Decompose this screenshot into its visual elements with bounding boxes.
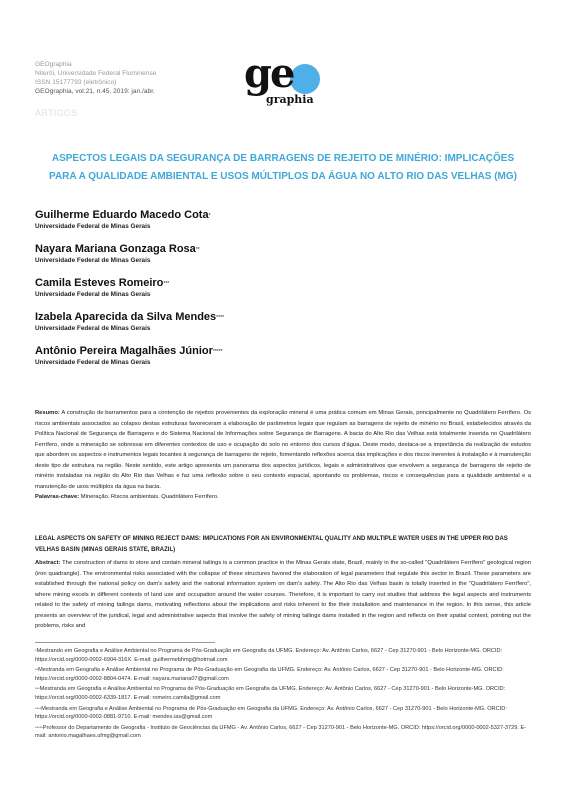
author-entry: [35, 344, 525, 367]
author-entry: [35, 276, 525, 299]
author-affiliation: Universidade Federal de Minas Gerais: [35, 223, 151, 230]
footnote-text: Professor do Departamento de Geografia - Instituto de Geociências da UFMG - Av. Antônio Carlos, 6627 - Cep 31270-901 - Belo Horizonte-MG. ORCID: https://orcid.org/0000-0002-5327-3729. E-mail: antonio.magalhaes.ufmg@gmail.com: [35, 724, 527, 740]
footnote-mark: ****: [35, 705, 42, 711]
journal-issue: GEOgraphia, vol:21, n.45, 2019: jan./abr.: [35, 88, 155, 95]
author-footnote-mark[interactable]: ****: [216, 315, 224, 321]
footnote-item: [35, 685, 531, 702]
author-entry: [35, 310, 525, 333]
resumo-paragraph: [35, 408, 531, 492]
logo-graphia-text: graphia: [266, 93, 314, 106]
author-affiliation: Universidade Federal de Minas Gerais: [35, 325, 151, 332]
author-footnote-mark[interactable]: ***: [163, 281, 170, 287]
author-list: [35, 208, 525, 378]
footnote-text: Mestrando em Geografia e Análise Ambiental no Programa de Pós-Graduação em Geografia da UFMG. Endereço: Av. Antônio Carlos, 6627 - Cep 31270-901 - Belo Horizonte-MG. ORCID: https://orcid.org/0000-0002-6904-316X. E-mail: guilhermebhmg@hotmail.com: [35, 648, 503, 663]
footnote-item: [35, 666, 531, 683]
footnote-mark: **: [35, 667, 39, 673]
abstract-text: The construction of dams to store and contain mineral tailings is a common practice in the Minas Gerais state, Brazil, mainly in the so-called "Quadrilátero Ferrífero" geological region (iron quadrangle). The environmental risks associated with the collapse of these structures favored the elaboration of legal parameters that regulate this sector in Brazil. These parameters are established through the national policy on dam's safety and the national information system on dam's safety. The Alto Rio das Velhas basin is totally inserted in the "Quadrilátero Ferrífero", where mining excels in different contexts of land use and occupation around the water courses. Therefore, it is important to carry out studies that address the legal aspects and instruments related to the safety of mining tailings dams, motivating reflections about the implications and risks inherent to the their installation and maintenance in the region. In this sense, this article presents an overview of the juridical, legal and administrative aspects that involve the safety of mining tailings dams installed in the region and reflects on their spatial context, pointing out the problems, risks and: [35, 560, 531, 629]
footnote-mark: ***: [35, 686, 40, 692]
english-abstract-block: [35, 534, 531, 632]
resumo-block: [35, 408, 531, 503]
resumo-label: Resumo:: [35, 410, 60, 416]
author-name: Camila Esteves Romeiro: [35, 277, 164, 289]
resumo-text: A construção de barramentos para a contenção de rejeitos provenientes da exploração mineral é uma prática comum em Minas Gerais, principalmente no Quadrilátero Ferrífero. Os riscos ambientais associados ao colapso destas estruturas favoreceram a elaboração de parâmetros legais que regulam as barragens de rejeito de minério no Brasil, estabelecidos através da Política Nacional de Segurança de Barragens e do Sistema Nacional de Informações sobre Segurança de Barragens. A bacia do Alto Rio das Velhas está totalmente inserida no Quadrilátero Ferrífero, onde a mineração se sobressai em diferentes contextos de uso e ocupação do solo no entorno dos cursos d'água. Deste modo, destaca-se a importância da realização de estudos que abordem os aspectos e instrumentos legais tocantes à segurança de barragens de rejeito, fomentando reflexões acerca das implicações e dos riscos inerentes à instalação e à manutenção deste tipo de estrutura na região. Neste sentido, este artigo apresenta um panorama dos aspectos jurídicos, legais e administrativos que envolvem a segurança de barragens de rejeito de minério instaladas na região do Alto Rio das Velhas e faz uma reflexão sobre o seu contexto espacial, apontando os problemas, riscos e consequências para a qualidade ambiental e a manutenção de usos múltiplos da água na bacia.: [35, 410, 531, 490]
section-label: ARTIGOS: [35, 108, 78, 118]
author-name: Izabela Aparecida da Silva Mendes: [35, 311, 217, 323]
footnote-item: [35, 724, 531, 741]
journal-issn: ISSN 15177793 (eletrônico): [35, 79, 117, 86]
author-footnote-mark[interactable]: *: [208, 213, 211, 219]
footnote-text: Mestranda em Geografia e Análise Ambiental no Programa de Pós-Graduação em Geografia da UFMG. Endereço: Av. Antônio Carlos, 6627 - Cep 31270-901 - Belo Horizonte-MG. ORCID: https://orcid.org/0000-0002-6339-1817. E-mail: romeiro.camila@gmail.com: [35, 686, 506, 701]
author-name: Nayara Mariana Gonzaga Rosa: [35, 243, 196, 255]
author-name: Antônio Pereira Magalhães Júnior: [35, 345, 213, 357]
logo-ge-text: ge: [244, 50, 294, 97]
footnote-item: [35, 647, 531, 664]
footnote-item: [35, 705, 531, 722]
footnote-mark: *: [35, 648, 37, 653]
journal-header: [35, 60, 156, 96]
author-affiliation: Universidade Federal de Minas Gerais: [35, 291, 151, 298]
footnote-mark: *****: [35, 724, 43, 730]
author-footnote-mark[interactable]: **: [195, 247, 200, 253]
abstract-label: Abstract:: [35, 560, 61, 566]
footnote-divider: [35, 642, 215, 643]
english-abstract-paragraph: [35, 558, 531, 632]
geographia-logo: [244, 50, 326, 108]
author-footnote-mark[interactable]: *****: [212, 349, 223, 355]
logo-circle-icon: [290, 64, 320, 94]
article-title: ASPECTOS LEGAIS DA SEGURANÇA DE BARRAGENS DE REJEITO DE MINÉRIO: IMPLICAÇÕES PARA A QUALIDADE AMBIENTAL E USOS MÚLTIPLOS DA ÁGUA NO ALTO RIO DAS VELHAS (MG): [49, 153, 517, 182]
keywords-label: Palavras-chave:: [35, 494, 80, 500]
author-entry: [35, 242, 525, 265]
author-name: Guilherme Eduardo Macedo Cota: [35, 209, 209, 221]
footnote-text: Mestranda em Geografia e Análise Ambiental no Programa de Pós-Graduação em Geografia da UFMG. Endereço: Av. Antônio Carlos, 6627 - Cep 31270-901 - Belo Horizonte-MG. ORCID: https://orcid.org/0000-0002-0881-9710. E-mail: mendes.ias@gmail.com: [35, 705, 507, 721]
footnote-text: Mestranda em Geografia e Análise Ambiental no Programa de Pós-Graduação em Geografia da UFMG. Endereço: Av. Antônio Carlos, 6627 - Cep 31270-901 - Belo Horizonte-MG. ORCID: https://orcid.org/0000-0002-8804-0474. E-mail: nayara.mariana07@gmail.com: [35, 667, 504, 682]
journal-publisher: Niterói, Universidade Federal Fluminense: [35, 70, 157, 77]
journal-name: GEOgraphia: [35, 61, 72, 68]
keywords-text: Mineração. Riscos ambientais. Quadrilátero Ferrífero.: [79, 494, 219, 500]
author-affiliation: Universidade Federal de Minas Gerais: [35, 359, 151, 366]
english-title: LEGAL ASPECTS ON SAFETY OF MINING REJECT DAMS: IMPLICATIONS FOR AN ENVIRONMENTAL QUALITY AND MULTIPLE WATER USES IN THE UPPER RIO DAS VELHAS BASIN (MINAS GERAIS STATE, BRAZIL): [35, 536, 508, 553]
keywords-paragraph: [35, 492, 531, 503]
footnotes: [35, 647, 531, 743]
author-affiliation: Universidade Federal de Minas Gerais: [35, 257, 151, 264]
author-entry: [35, 208, 525, 231]
